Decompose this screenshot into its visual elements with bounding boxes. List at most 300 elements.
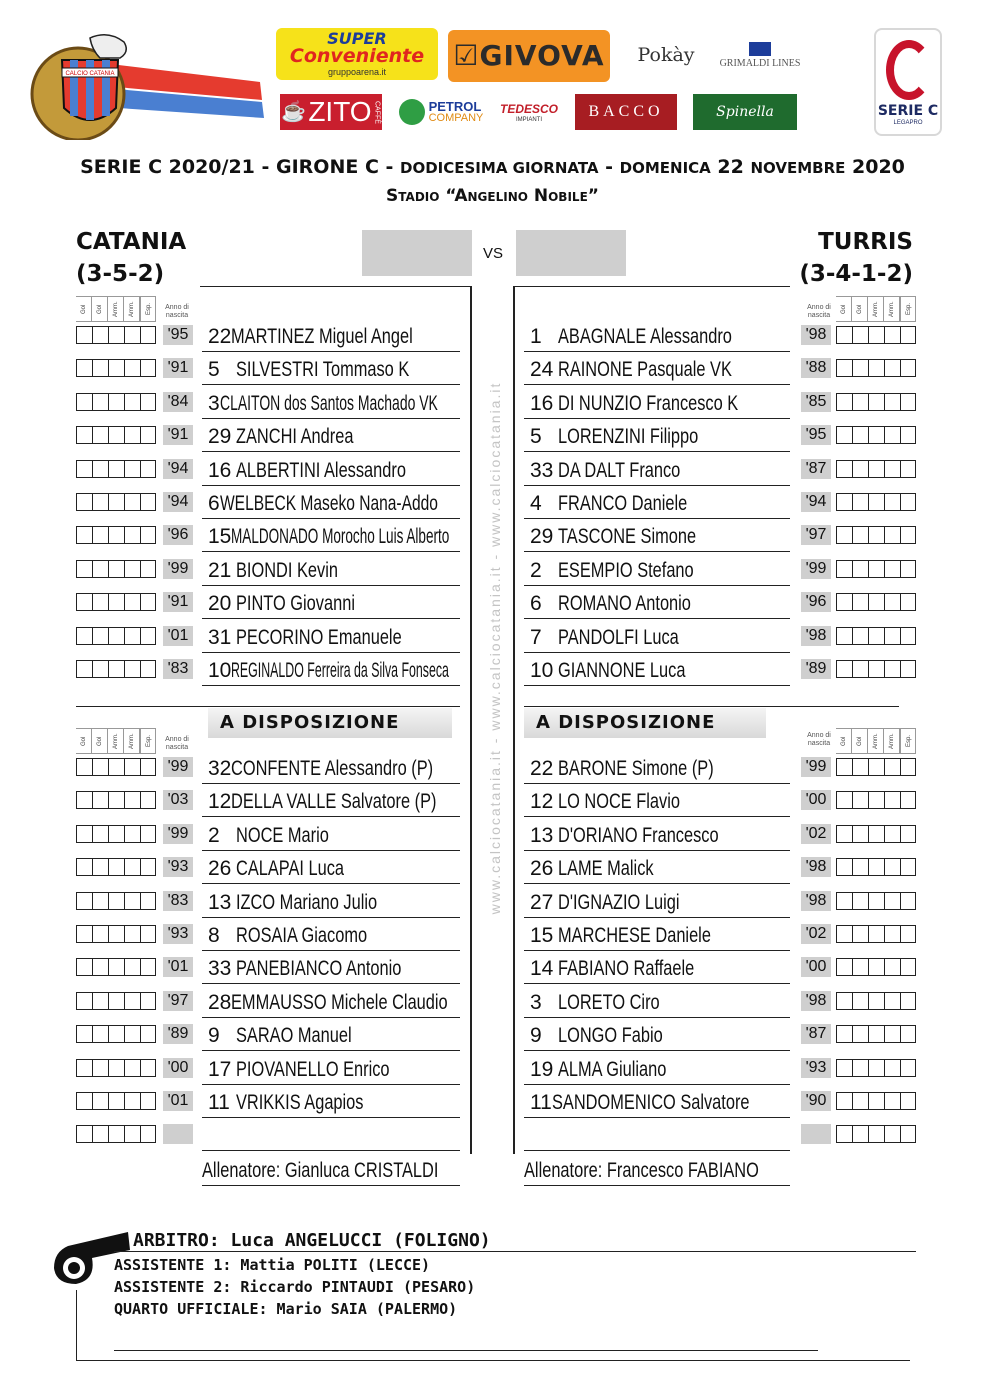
birth-year: '99 <box>163 559 193 579</box>
shirt-number: 19 <box>530 1057 554 1081</box>
player-name: WELBECK Maseko Nana-Addo <box>219 491 438 515</box>
away-starter-row <box>0 654 985 687</box>
birth-year: '89 <box>163 1024 193 1044</box>
shirt-number: 15 <box>208 524 232 548</box>
stat-checkbox[interactable] <box>868 958 884 976</box>
player-entry <box>524 754 790 784</box>
shirt-number: 32 <box>208 756 232 780</box>
stat-checkboxes <box>836 1125 916 1143</box>
stat-header-label: Gol <box>852 296 868 322</box>
stat-checkbox[interactable] <box>852 460 868 478</box>
stat-checkbox[interactable] <box>852 593 868 611</box>
shirt-number: 24 <box>530 357 554 381</box>
stat-checkbox[interactable] <box>884 1092 900 1110</box>
home-bench-birth-year-header: Anno di nascita <box>165 736 189 751</box>
sponsor-super-conveniente-logo: SUPER Conveniente gruppoarena.it <box>276 28 438 80</box>
stat-checkbox[interactable] <box>884 1059 900 1077</box>
away-starter-row <box>0 554 985 587</box>
home-team-header <box>76 226 186 290</box>
away-starter-row <box>0 454 985 487</box>
stat-checkbox[interactable] <box>852 1125 868 1143</box>
stat-checkbox[interactable] <box>900 758 916 776</box>
away-section-rule <box>524 706 899 707</box>
birth-year: '91 <box>163 425 193 445</box>
shirt-number: 26 <box>530 856 554 880</box>
player-name: PANDOLFI Luca <box>558 625 679 649</box>
stat-checkbox[interactable] <box>836 593 852 611</box>
stat-header-label: Amm. <box>884 728 900 754</box>
stat-checkbox[interactable] <box>884 326 900 344</box>
stat-checkboxes <box>836 660 916 678</box>
stat-checkbox[interactable] <box>884 359 900 377</box>
player-name: VRIKKIS Agapios <box>236 1090 364 1114</box>
stat-checkbox[interactable] <box>868 359 884 377</box>
stat-checkbox[interactable] <box>868 593 884 611</box>
home-team-name: CATANIA <box>76 229 187 255</box>
stat-checkbox[interactable] <box>868 560 884 578</box>
player-name: PECORINO Emanuele <box>236 625 402 649</box>
stat-checkboxes <box>836 460 916 478</box>
officials-rule-left <box>76 1290 77 1360</box>
birth-year: '88 <box>801 358 831 378</box>
shirt-number: 6 <box>530 591 542 615</box>
stat-checkbox[interactable] <box>884 925 900 943</box>
stat-checkbox[interactable] <box>884 493 900 511</box>
stat-checkbox[interactable] <box>868 1025 884 1043</box>
stat-header-label: Amm. <box>108 296 124 322</box>
player-name: GIANNONE Luca <box>558 658 686 682</box>
stat-checkbox[interactable] <box>836 925 852 943</box>
stat-checkbox[interactable] <box>900 393 916 411</box>
sponsor-pokay-logo: Pokày <box>630 28 702 82</box>
stat-checkbox[interactable] <box>884 460 900 478</box>
stat-checkbox[interactable] <box>836 526 852 544</box>
player-entry <box>524 355 790 385</box>
stat-checkbox[interactable] <box>868 1059 884 1077</box>
stat-checkbox[interactable] <box>900 992 916 1010</box>
player-entry <box>524 589 790 619</box>
stat-checkbox[interactable] <box>852 660 868 678</box>
shirt-number: 29 <box>208 424 232 448</box>
birth-year: '93 <box>801 1058 831 1078</box>
stat-checkboxes <box>836 858 916 876</box>
birth-year: '99 <box>801 559 831 579</box>
assistant-referee-2: ASSISTENTE 2: Riccardo PINTAUDI (PESARO) <box>114 1278 476 1296</box>
stat-checkbox[interactable] <box>868 426 884 444</box>
stat-checkboxes <box>836 493 916 511</box>
player-entry <box>524 888 790 918</box>
stat-checkbox[interactable] <box>836 326 852 344</box>
player-name: DA DALT Franco <box>558 458 681 482</box>
stat-checkbox[interactable] <box>836 758 852 776</box>
stat-checkbox[interactable] <box>852 526 868 544</box>
stat-checkbox[interactable] <box>900 1092 916 1110</box>
shirt-number: 33 <box>530 458 554 482</box>
stat-checkboxes <box>836 925 916 943</box>
stat-header-label: Amm. <box>868 296 884 322</box>
away-bench-row <box>0 1086 985 1119</box>
away-bench-birth-year-header: Anno di nascita <box>807 732 831 747</box>
stat-checkbox[interactable] <box>900 627 916 645</box>
player-entry <box>524 489 790 519</box>
stat-checkbox[interactable] <box>884 791 900 809</box>
home-bench-stat-headers <box>76 728 156 754</box>
shirt-number: 22 <box>530 756 554 780</box>
stat-checkbox[interactable] <box>836 892 852 910</box>
away-starter-row <box>0 353 985 386</box>
player-name: LORETO Ciro <box>558 990 660 1014</box>
stat-checkbox[interactable] <box>836 858 852 876</box>
stat-header-label: Gol <box>836 296 852 322</box>
player-name: SILVESTRI Tommaso K <box>236 357 410 381</box>
player-name: LONGO Fabio <box>558 1023 663 1047</box>
stat-checkbox[interactable] <box>836 1125 852 1143</box>
stat-checkbox[interactable] <box>852 1059 868 1077</box>
stat-checkboxes <box>836 892 916 910</box>
birth-year: '01 <box>163 1091 193 1111</box>
birth-year: '02 <box>801 824 831 844</box>
stat-checkbox[interactable] <box>884 992 900 1010</box>
stat-checkbox[interactable] <box>884 825 900 843</box>
home-section-rule <box>76 706 460 707</box>
stat-checkbox[interactable] <box>852 825 868 843</box>
away-score-box[interactable] <box>516 230 626 276</box>
stat-checkbox[interactable] <box>852 992 868 1010</box>
stat-checkbox[interactable] <box>884 593 900 611</box>
stat-checkbox[interactable] <box>900 326 916 344</box>
stat-checkboxes <box>836 393 916 411</box>
player-name: BARONE Simone (P) <box>558 756 714 780</box>
stat-checkbox[interactable] <box>836 825 852 843</box>
away-bench-row <box>0 1053 985 1086</box>
away-bench-row <box>0 1019 985 1052</box>
player-name: DELLA VALLE Salvatore (P) <box>231 789 437 813</box>
birth-year: '87 <box>801 1024 831 1044</box>
stat-checkboxes <box>836 326 916 344</box>
player-name: ROMANO Antonio <box>558 591 691 615</box>
stat-header-label: Esp. <box>140 728 156 754</box>
player-entry <box>524 954 790 984</box>
stat-header-label: Gol <box>836 728 852 754</box>
birth-year: '95 <box>801 425 831 445</box>
shirt-number: 3 <box>530 990 542 1014</box>
away-bench-row <box>0 1119 985 1152</box>
player-entry <box>524 988 790 1018</box>
away-starter-row <box>0 320 985 353</box>
away-team-formation: (3-4-1-2) <box>799 261 913 287</box>
stat-checkbox[interactable] <box>868 992 884 1010</box>
stat-checkbox[interactable] <box>900 493 916 511</box>
sponsor-spinella-logo: Spinella <box>693 94 797 130</box>
home-stat-headers <box>76 296 156 322</box>
stat-header-label: Amm. <box>868 728 884 754</box>
stat-checkbox[interactable] <box>868 493 884 511</box>
stat-checkboxes <box>836 758 916 776</box>
shirt-number: 33 <box>208 956 232 980</box>
player-name: PINTO Giovanni <box>236 591 355 615</box>
stat-checkbox[interactable] <box>900 660 916 678</box>
sponsor-givova-logo: ☑GIVOVA <box>448 30 610 82</box>
away-bench-row <box>0 852 985 885</box>
shirt-number: 13 <box>530 823 554 847</box>
stat-checkbox[interactable] <box>868 1092 884 1110</box>
stat-checkbox[interactable] <box>836 992 852 1010</box>
birth-year: '96 <box>163 525 193 545</box>
stat-checkbox[interactable] <box>868 460 884 478</box>
stat-checkboxes <box>836 359 916 377</box>
shirt-number: 2 <box>530 558 542 582</box>
away-bench-row <box>0 819 985 852</box>
stat-header-label: Gol <box>92 728 108 754</box>
stat-checkbox[interactable] <box>900 526 916 544</box>
birth-year: '99 <box>163 824 193 844</box>
away-bench-row <box>0 919 985 952</box>
player-name: FRANCO Daniele <box>558 491 688 515</box>
shirt-number: 12 <box>208 789 232 813</box>
stat-checkbox[interactable] <box>900 1025 916 1043</box>
birth-year: '02 <box>801 924 831 944</box>
player-entry <box>524 389 790 419</box>
stat-checkbox[interactable] <box>852 393 868 411</box>
stat-checkbox[interactable] <box>884 627 900 645</box>
player-entry <box>524 1088 790 1118</box>
player-name: CONFENTE Alessandro (P) <box>231 756 434 780</box>
player-entry <box>524 456 790 486</box>
serie-c-swoosh-icon <box>886 40 932 100</box>
stat-checkboxes <box>836 627 916 645</box>
stat-checkbox[interactable] <box>900 958 916 976</box>
stat-checkbox[interactable] <box>868 393 884 411</box>
player-entry <box>524 1021 790 1051</box>
leaf-icon <box>399 99 425 125</box>
birth-year: '90 <box>801 1091 831 1111</box>
stat-checkbox[interactable] <box>836 627 852 645</box>
birth-year: '83 <box>163 659 193 679</box>
player-entry <box>524 422 790 452</box>
stat-checkbox[interactable] <box>884 958 900 976</box>
stat-checkbox[interactable] <box>852 958 868 976</box>
stat-checkbox[interactable] <box>836 393 852 411</box>
birth-year: '94 <box>163 459 193 479</box>
birth-year: '96 <box>801 592 831 612</box>
stat-checkboxes <box>836 426 916 444</box>
stat-header-label: Gol <box>852 728 868 754</box>
away-team-name: TURRIS <box>818 229 913 255</box>
player-name: D'IGNAZIO Luigi <box>558 890 680 914</box>
stat-checkbox[interactable] <box>852 1092 868 1110</box>
birth-year: '98 <box>801 991 831 1011</box>
birth-year: '83 <box>163 891 193 911</box>
player-name: MARTINEZ Miguel Angel <box>231 324 414 348</box>
grimaldi-flag-icon <box>749 42 771 56</box>
stat-checkbox[interactable] <box>868 791 884 809</box>
away-top-rule <box>515 286 790 287</box>
stat-checkbox[interactable] <box>884 892 900 910</box>
home-top-rule <box>200 286 470 287</box>
birth-year: '99 <box>163 757 193 777</box>
player-entry <box>524 556 790 586</box>
stat-header-label: Esp. <box>900 296 916 322</box>
birth-year: '85 <box>801 392 831 412</box>
stat-checkbox[interactable] <box>852 359 868 377</box>
stat-checkbox[interactable] <box>900 426 916 444</box>
player-entry <box>524 854 790 884</box>
away-starter-row <box>0 387 985 420</box>
stat-checkbox[interactable] <box>900 359 916 377</box>
stat-checkboxes <box>836 560 916 578</box>
stat-checkbox[interactable] <box>900 892 916 910</box>
player-entry <box>524 522 790 552</box>
stat-checkbox[interactable] <box>868 758 884 776</box>
stat-header-label: Amm. <box>124 728 140 754</box>
shirt-number: 17 <box>208 1057 232 1081</box>
stat-checkbox[interactable] <box>852 627 868 645</box>
player-name: PANEBIANCO Antonio <box>236 956 402 980</box>
stat-checkbox[interactable] <box>836 460 852 478</box>
birth-year: '98 <box>801 325 831 345</box>
player-entry <box>524 656 790 686</box>
birth-year: '97 <box>163 991 193 1011</box>
birth-year: '00 <box>163 1058 193 1078</box>
birth-year: '98 <box>801 857 831 877</box>
stat-checkbox[interactable] <box>884 526 900 544</box>
stat-checkbox[interactable] <box>836 426 852 444</box>
stat-checkbox[interactable] <box>900 791 916 809</box>
stat-checkbox[interactable] <box>852 560 868 578</box>
shirt-number: 7 <box>530 625 542 649</box>
stat-checkbox[interactable] <box>852 791 868 809</box>
shirt-number: 1 <box>530 324 542 348</box>
stat-checkbox[interactable] <box>852 758 868 776</box>
stat-checkbox[interactable] <box>868 925 884 943</box>
stat-checkbox[interactable] <box>836 1025 852 1043</box>
stat-checkbox[interactable] <box>900 1125 916 1143</box>
stat-checkbox[interactable] <box>900 858 916 876</box>
player-name: MALDONADO Morocho Luis Alberto <box>231 524 450 548</box>
stat-checkbox[interactable] <box>852 925 868 943</box>
stat-checkbox[interactable] <box>900 560 916 578</box>
player-name: LORENZINI Filippo <box>558 424 699 448</box>
shirt-number: 29 <box>530 524 554 548</box>
stat-checkbox[interactable] <box>852 858 868 876</box>
player-name: ROSAIA Giacomo <box>236 923 368 947</box>
website-watermark: www.calciocatania.it - www.calciocatania.it - www.calciocatania.it <box>487 381 503 915</box>
shirt-number: 15 <box>530 923 554 947</box>
stat-checkbox[interactable] <box>836 493 852 511</box>
player-name: ABAGNALE Alessandro <box>558 324 732 348</box>
shirt-number: 4 <box>530 491 542 515</box>
stat-checkbox[interactable] <box>884 560 900 578</box>
home-score-box[interactable] <box>362 230 472 276</box>
player-name: LAME Malick <box>558 856 654 880</box>
stat-checkbox[interactable] <box>836 359 852 377</box>
away-starter-row <box>0 587 985 620</box>
player-name: ALMA Giuliano <box>558 1057 667 1081</box>
stat-checkbox[interactable] <box>884 1025 900 1043</box>
shirt-number: 22 <box>208 324 232 348</box>
shirt-number: 26 <box>208 856 232 880</box>
player-name: EMMAUSSO Michele Claudio <box>231 990 449 1014</box>
stat-checkbox[interactable] <box>852 426 868 444</box>
shirt-number: 11 <box>208 1090 230 1114</box>
birth-year: '97 <box>801 525 831 545</box>
player-name: ALBERTINI Alessandro <box>236 458 406 482</box>
stat-checkbox[interactable] <box>900 925 916 943</box>
player-name: REGINALDO Ferreira da Silva Fonseca <box>231 658 450 682</box>
stat-checkbox[interactable] <box>884 426 900 444</box>
home-team-formation: (3-5-2) <box>76 261 165 287</box>
birth-year: '87 <box>801 459 831 479</box>
stat-checkbox[interactable] <box>868 660 884 678</box>
stat-checkbox[interactable] <box>836 560 852 578</box>
stat-checkbox[interactable] <box>884 660 900 678</box>
stat-checkbox[interactable] <box>868 627 884 645</box>
player-entry <box>524 787 790 817</box>
birth-year: '93 <box>163 857 193 877</box>
svg-text:CALCIO CATANIA: CALCIO CATANIA <box>65 71 115 77</box>
player-name: CALAPAI Luca <box>236 856 345 880</box>
shirt-number: 12 <box>530 789 554 813</box>
away-stat-headers <box>836 296 916 322</box>
stat-checkbox[interactable] <box>900 460 916 478</box>
stat-checkbox[interactable] <box>900 1059 916 1077</box>
stat-checkbox[interactable] <box>868 825 884 843</box>
referee: ARBITRO: Luca ANGELUCCI (FOLIGNO) <box>133 1230 491 1251</box>
stat-checkbox[interactable] <box>852 326 868 344</box>
officials-rule-bottom <box>114 1350 818 1351</box>
stat-checkbox[interactable] <box>852 1025 868 1043</box>
stat-checkbox[interactable] <box>836 791 852 809</box>
stat-checkbox[interactable] <box>868 1125 884 1143</box>
stat-header-label: Esp. <box>900 728 916 754</box>
away-starter-row <box>0 420 985 453</box>
serie-c-league-logo: SERIE C LEGAPRO <box>874 28 942 136</box>
shirt-number: 2 <box>208 823 220 847</box>
stat-checkboxes <box>836 791 916 809</box>
stat-checkbox[interactable] <box>884 393 900 411</box>
shirt-number: 5 <box>530 424 542 448</box>
stat-checkbox[interactable] <box>868 858 884 876</box>
stat-checkbox[interactable] <box>852 892 868 910</box>
player-name: ZANCHI Andrea <box>236 424 354 448</box>
stat-checkbox[interactable] <box>868 326 884 344</box>
stat-checkbox[interactable] <box>836 958 852 976</box>
birth-year: '01 <box>163 626 193 646</box>
away-starter-row <box>0 487 985 520</box>
shirt-number: 20 <box>208 591 232 615</box>
birth-year: '03 <box>163 790 193 810</box>
shirt-number: 5 <box>208 357 220 381</box>
player-name: FABIANO Raffaele <box>558 956 695 980</box>
stat-checkbox[interactable] <box>868 892 884 910</box>
away-bench-row <box>0 952 985 985</box>
stat-checkboxes <box>836 825 916 843</box>
stat-checkbox[interactable] <box>836 1092 852 1110</box>
stat-checkbox[interactable] <box>900 593 916 611</box>
stat-checkbox[interactable] <box>836 660 852 678</box>
stat-checkbox[interactable] <box>852 493 868 511</box>
stat-checkbox[interactable] <box>868 526 884 544</box>
stat-checkbox[interactable] <box>884 758 900 776</box>
stat-checkbox[interactable] <box>884 1125 900 1143</box>
stat-checkbox[interactable] <box>900 825 916 843</box>
player-name: NOCE Mario <box>236 823 329 847</box>
shirt-number: 9 <box>208 1023 220 1047</box>
player-name: SANDOMENICO Salvatore <box>551 1090 750 1114</box>
stat-checkbox[interactable] <box>836 1059 852 1077</box>
stat-checkboxes <box>836 1025 916 1043</box>
stat-checkbox[interactable] <box>884 858 900 876</box>
